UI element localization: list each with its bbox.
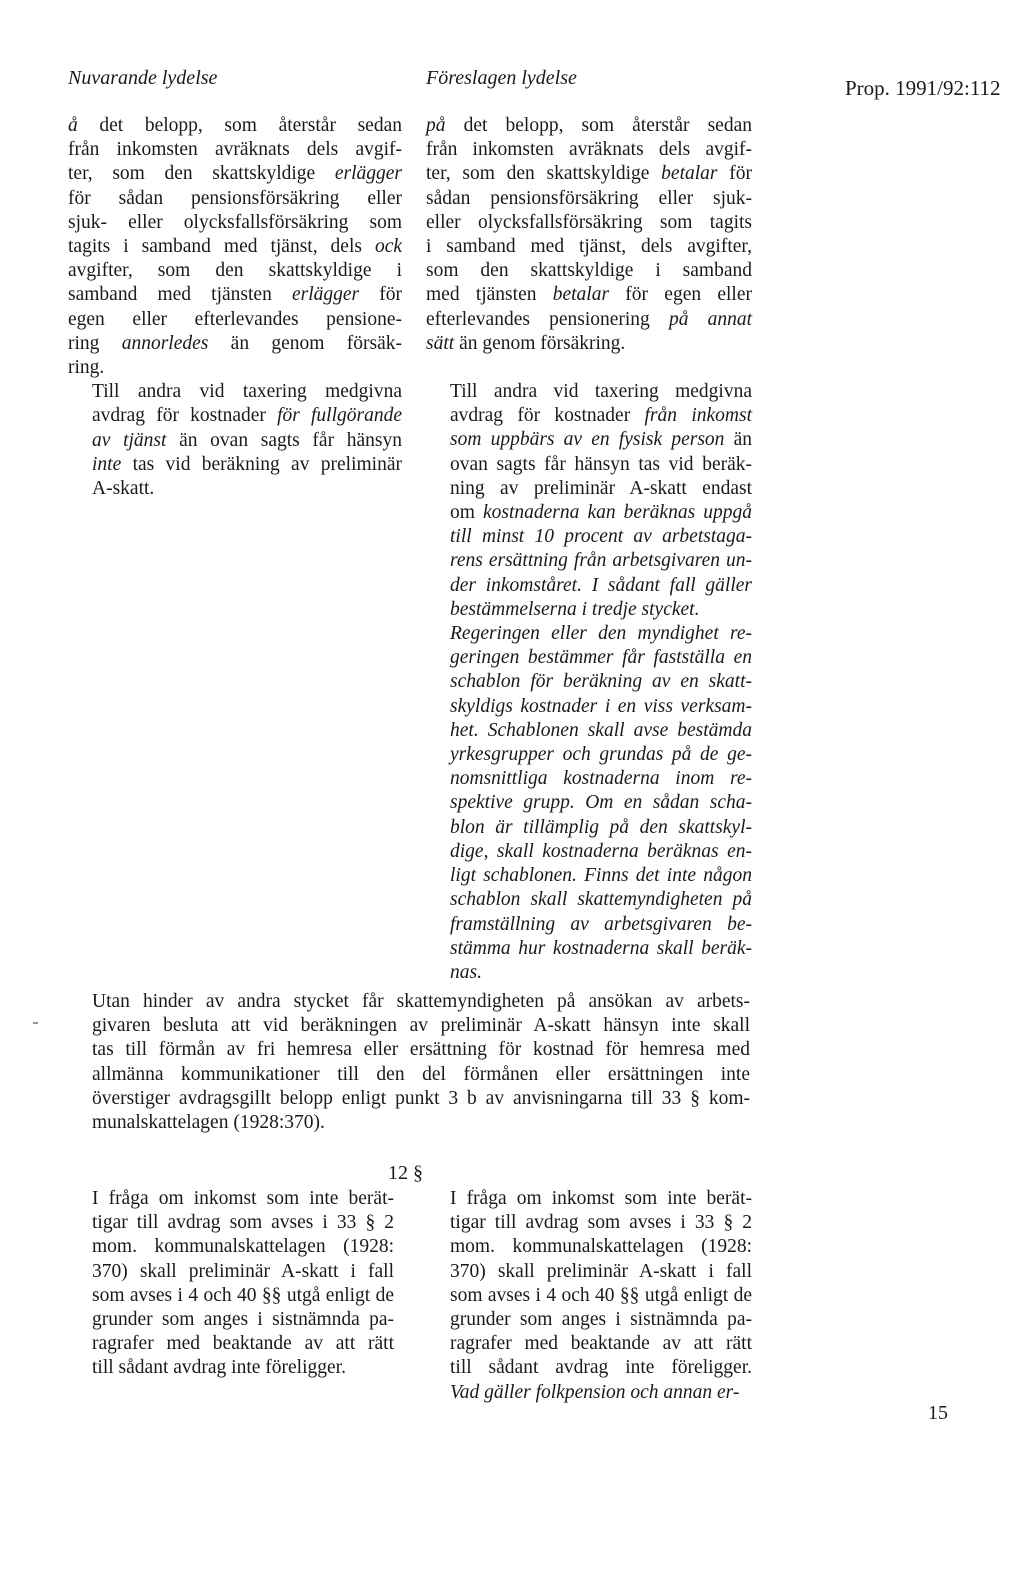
text-run: mom. kommunalskattelagen (1928: (450, 1236, 752, 1258)
text-line (426, 453, 752, 477)
text-run: mom. kommunalskattelagen (1928: (92, 1236, 394, 1258)
text-run: med tjänsten (426, 284, 553, 306)
proposed-paragraph-12 (426, 1187, 752, 1405)
text-run: schablon för beräkning av en skatt- (450, 671, 752, 693)
proposition-reference: Prop. 1991/92:112 (845, 76, 1001, 100)
text-run: 370) skall preliminär A-skatt i fall (450, 1260, 752, 1282)
text-line (426, 428, 752, 452)
text-line (68, 114, 402, 138)
text-run: tigar till avdrag som avses i 33 § 2 (450, 1212, 752, 1234)
text-run: till sådant avdrag inte föreligger. (450, 1357, 752, 1379)
text-line (68, 1260, 394, 1284)
text-run: som den skattskyldige i samband (426, 260, 752, 282)
text-line (68, 211, 402, 235)
text-run: munalskattelagen (1928:370). (92, 1112, 325, 1134)
text-run: avdrag för kostnader (92, 405, 278, 427)
text-line (426, 1187, 752, 1211)
text-line (68, 1235, 394, 1259)
text-line (426, 598, 752, 622)
proposed-column-top (426, 114, 752, 985)
text-run: schablon skall skattemyndigheten på (450, 889, 752, 911)
text-line (68, 283, 402, 307)
text-line (68, 1284, 394, 1308)
text-run: ter, som den skattskyldige (426, 163, 662, 185)
section-heading: 12 § (388, 1162, 423, 1184)
current-column-bottom (68, 1187, 394, 1381)
text-run: till sådant avdrag inte föreligger. (92, 1357, 346, 1379)
text-line (68, 356, 402, 380)
text-line (426, 187, 752, 211)
text-line (68, 138, 402, 162)
page-number: 15 (928, 1402, 948, 1424)
text-run: nas. (450, 961, 482, 983)
text-run: yrkesgrupper och grundas på de ge- (450, 744, 752, 766)
text-line (68, 162, 402, 186)
text-line (426, 211, 752, 235)
text-run: tigar till avdrag som avses i 33 § 2 (92, 1212, 394, 1234)
text-line (68, 380, 402, 404)
text-line (68, 1087, 750, 1111)
proposed-paragraph-3 (426, 622, 752, 985)
text-line (426, 308, 752, 332)
text-run: bestämmelserna i tredje stycket. (450, 598, 700, 620)
text-run: blon är tillämplig på den skattskyl- (450, 816, 752, 838)
text-run: i samband med tjänst, dels avgifter, (426, 236, 752, 258)
text-line (426, 1381, 752, 1405)
text-line (68, 1308, 394, 1332)
text-run: eller olycksfallsförsäkring som tagits (426, 211, 752, 233)
text-run: nomsnittliga kostnaderna inom re- (450, 768, 752, 790)
text-line (426, 743, 752, 767)
text-line (68, 429, 402, 453)
text-run: som avses i 4 och 40 §§ utgå enligt de (92, 1284, 394, 1306)
text-run: het. Schablonen skall avse bestämda (450, 719, 752, 741)
text-run: I fråga om inkomst som inte berät- (450, 1188, 752, 1209)
text-line (426, 670, 752, 694)
text-line (426, 1260, 752, 1284)
text-run: från inkomsten avräknats dels avgif- (68, 139, 402, 161)
text-line (68, 990, 750, 1014)
text-run: A-skatt. (92, 478, 155, 500)
text-line (426, 1235, 752, 1259)
text-line (426, 1356, 752, 1380)
text-run: om (450, 502, 483, 524)
text-line (68, 1187, 394, 1211)
text-line (426, 864, 752, 888)
text-run: Till andra vid taxering medgivna (92, 381, 402, 403)
text-line (68, 1111, 750, 1135)
text-line (426, 138, 752, 162)
text-run: erlägger (334, 163, 402, 185)
text-run: sjuk- eller olycksfallsförsäkring som (68, 211, 402, 233)
current-column-top (68, 114, 402, 501)
proposed-paragraph-2 (426, 380, 752, 622)
text-run: ring (68, 332, 122, 354)
text-run: betalar (661, 163, 718, 185)
text-line (68, 235, 402, 259)
current-paragraph-1 (68, 114, 402, 380)
text-line (426, 961, 752, 985)
text-run: inte (92, 453, 122, 475)
text-line (68, 187, 402, 211)
margin-mark (33, 1022, 38, 1024)
text-run: avgifter, som den skattskyldige i (68, 260, 402, 282)
text-run: ock (374, 236, 402, 258)
text-line (68, 404, 402, 428)
text-run: för fullgörande (277, 405, 402, 427)
text-run: från inkomst (644, 405, 752, 427)
text-run: allmänna kommunikationer till den del förmånen eller ersättningen inte (92, 1063, 750, 1085)
text-line (68, 332, 402, 356)
text-run: I fråga om inkomst som inte berät- (92, 1188, 394, 1209)
text-run: det belopp, som återstår sedan (445, 115, 752, 136)
text-run: grunder som anges i sistnämnda pa- (450, 1309, 752, 1331)
text-line (426, 937, 752, 961)
text-line (68, 259, 402, 283)
text-line (426, 283, 752, 307)
text-run: för (717, 163, 752, 185)
text-line (426, 1284, 752, 1308)
text-run: ligt schablonen. Finns det inte någon (450, 865, 752, 887)
text-run: än genom försäk- (208, 332, 402, 354)
text-run: Vad gäller folkpension och annan er- (450, 1381, 740, 1403)
text-run: tas vid beräkning av preliminär (121, 453, 402, 475)
text-line (68, 453, 402, 477)
text-run: ning av preliminär A-skatt endast (450, 477, 752, 499)
text-run: Till andra vid taxering medgivna (450, 381, 752, 403)
text-run: grunder som anges i sistnämnda pa- (92, 1309, 394, 1331)
text-run: efterlevandes pensionering (426, 308, 669, 330)
text-line (426, 1308, 752, 1332)
text-run: erlägger (291, 284, 360, 306)
text-line (426, 840, 752, 864)
proposed-wording-label: Föreslagen lydelse (426, 67, 577, 89)
text-line (426, 235, 752, 259)
text-run: ring. (68, 357, 105, 379)
text-run: framställning av arbetsgivaren be- (450, 913, 752, 935)
text-run: givaren besluta att vid beräkningen av preliminär A-skatt hänsyn inte skall (92, 1015, 750, 1037)
text-run: rens ersättning från arbetsgivaren un- (450, 550, 752, 572)
text-line (426, 162, 752, 186)
text-line (68, 477, 402, 501)
text-run: på annat (668, 308, 752, 330)
text-run: samband med tjänsten (68, 284, 292, 306)
text-line (68, 1332, 394, 1356)
text-line (426, 574, 752, 598)
text-line (68, 1038, 750, 1062)
text-run: än ovan sagts får hänsyn (166, 429, 402, 451)
text-line (426, 332, 752, 356)
text-line (426, 549, 752, 573)
text-run: ragrafer med beaktande av att rätt (450, 1333, 752, 1355)
text-line (426, 380, 752, 404)
text-run: tagits i samband med tjänst, dels (68, 236, 375, 258)
text-line (426, 816, 752, 840)
text-run: för egen eller (609, 284, 752, 306)
text-line (426, 791, 752, 815)
text-run: det belopp, som återstår sedan (77, 115, 402, 136)
text-line (426, 767, 752, 791)
text-line (426, 1211, 752, 1235)
text-run: till minst 10 procent av arbetstaga- (450, 526, 752, 548)
text-line (426, 404, 752, 428)
text-run: sätt (426, 332, 455, 354)
text-line (426, 646, 752, 670)
text-run: Utan hinder av andra stycket får skattemyndigheten på ansökan av arbets- (92, 991, 750, 1012)
current-paragraph-2 (68, 380, 402, 501)
text-run: skyldigs kostnader i en viss verksam- (450, 695, 752, 717)
text-line (426, 501, 752, 525)
text-run: än genom försäkring. (454, 332, 626, 354)
text-run: avdrag för kostnader (450, 405, 645, 427)
current-paragraph-12 (68, 1187, 394, 1381)
text-run: 370) skall preliminär A-skatt i fall (92, 1260, 394, 1282)
text-run: för (359, 284, 402, 306)
text-line (68, 308, 402, 332)
text-run: geringen bestämmer får fastställa en (450, 647, 752, 669)
text-line (426, 259, 752, 283)
proposed-paragraph-1 (426, 114, 752, 356)
text-run: överstiger avdragsgillt belopp enligt punkt 3 b av anvisningarna till 33 § kom- (92, 1087, 750, 1109)
text-run: spektive grupp. Om en sådan scha- (450, 792, 752, 814)
text-line (426, 525, 752, 549)
text-run: ovan sagts får hänsyn tas vid beräk- (450, 453, 752, 475)
text-line (426, 695, 752, 719)
text-run: ter, som den skattskyldige (68, 163, 335, 185)
text-run: från inkomsten avräknats dels avgif- (426, 139, 752, 161)
text-line (426, 913, 752, 937)
text-run: ragrafer med beaktande av att rätt (92, 1333, 394, 1355)
text-run: egen eller efterlevandes pensione- (68, 308, 402, 330)
text-run: sådan pensionsförsäkring eller sjuk- (426, 187, 752, 209)
text-line (426, 888, 752, 912)
text-run: på (426, 115, 446, 136)
text-run: dige, skall kostnaderna beräknas en- (450, 840, 752, 862)
text-run: av tjänst (92, 429, 167, 451)
text-line (426, 477, 752, 501)
text-line (426, 719, 752, 743)
text-run: der inkomståret. I sådant fall gäller (450, 574, 752, 596)
text-line (68, 1063, 750, 1087)
current-wording-label: Nuvarande lydelse (68, 67, 218, 89)
text-run: än (724, 429, 752, 451)
text-run: stämma hur kostnaderna skall beräk- (450, 937, 752, 959)
shared-paragraph (68, 990, 750, 1135)
text-run: tas till förmån av fri hemresa eller ersättning för kostnad för hemresa med (92, 1039, 750, 1061)
text-line (68, 1211, 394, 1235)
text-run: kostnaderna kan beräknas uppgå (482, 502, 752, 524)
text-run: för sådan pensionsförsäkring eller (68, 187, 402, 209)
text-line (68, 1356, 394, 1380)
text-run: som uppbärs av en fysisk person (450, 429, 725, 451)
text-run: annorledes (121, 332, 209, 354)
text-run: å (68, 115, 78, 136)
text-run: Regeringen eller den myndighet re- (450, 623, 752, 645)
proposed-column-bottom (426, 1187, 752, 1405)
text-line (68, 1014, 750, 1038)
shared-paragraph-text (68, 990, 750, 1135)
text-run: betalar (552, 284, 610, 306)
text-line (426, 622, 752, 646)
text-run: som avses i 4 och 40 §§ utgå enligt de (450, 1284, 752, 1306)
text-line (426, 1332, 752, 1356)
text-line (426, 114, 752, 138)
